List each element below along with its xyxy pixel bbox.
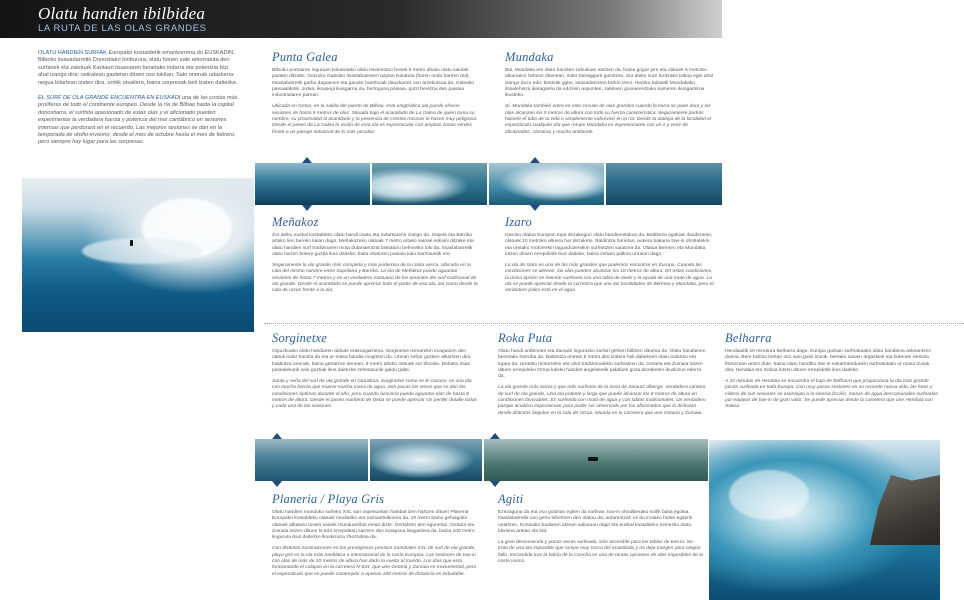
section-mundaka	[505, 50, 715, 141]
photo-mundaka-1	[489, 163, 604, 205]
intro-basque	[38, 50, 238, 87]
section-text-spanish: La gran desconocida y pocas veces surfeada, solo accesible para las tablas de tow-in. Se trata de una ola imposible que rompe muy cerca del acantilado y no deja margen para ningún fallo. Escondida tras la bahía de la Concha es una de tantas opciones de olas imposibles de la costa vasca.	[498, 540, 703, 565]
section-divider	[264, 323, 964, 324]
header-banner	[0, 0, 722, 38]
section-menakoz	[272, 215, 478, 300]
section-izaro	[505, 215, 715, 300]
photo-punta-galea-2	[372, 163, 487, 205]
page-subtitle: LA RUTA DE LAS OLAS GRANDES	[38, 23, 207, 34]
section-text-basque: Bilboko portuaren inguruan kokatutako olatu misteriotsu honek 5 metro altuko olatu saiotak jasaten ditzake. Getxoko Galeako itsaslabarraren azpian kokatuta (haren ondo harrien dut). Itsaslabarretik garbu dagoenez eta gandor harritsuak dauzkanez oso arriskutsua da. Galeako paisaialdetik, ordea, ikuspegi ikusgarria du, bertoguna paisaia, gutzi beretzia den paisaia industrialaren parean.	[272, 68, 474, 99]
arrow-down-icon	[302, 205, 312, 211]
photo-sorginetxe-2	[370, 439, 482, 481]
section-text-spanish: Sí, Mundaka también entra en este circuito de olas grandes cuando la barra se pone dura y las olas alcanzan los 5 metros de altura con todo su fuerza característica. Seguramente podrás hacerle el tubo de tu vida o simplemente sobrevivir en la ría. Desde la atalaya de la localidad el espectáculo cualquier día que rompe Mundaka es impresionante con un ir y venir de aficionados, cámaras y mucho ambiente.	[505, 104, 712, 135]
intro-spanish-text: una de las costas más prolíferas de todo el continente europeo. Desde la ría de Bilbao hasta la capital donostiarra, el surfista apasionado de estas olas y el aficionado pueden experimentar la verdadera fuerza y potencia del mar cantábrico en sesiones intensas que perdurará en el recuerdo. Las mejores sesiones se dan en la temporada de otoño-invierno, desde el mes de octubre hasta el mes de febrero, pero siempre hay lugar para las sorpresas.	[38, 95, 238, 146]
photo-sorginetxe-1	[255, 439, 368, 481]
section-text-spanish: A 10 minutos de Hendaia se encuentra el bajo de Belharra que proporciona la ola más grande jamás surfeada en toda Europa. Con muy pocas sesiones en su reciente nueva vida, las fotos y vídeos de sus sesiones se asemejan a la ciencia ficción, masas de agua descomunales surfeadas por equipos de tow-in de gran valor. Se puede apreciar desde la carretera que une Hendaia con Sokoa.	[725, 379, 938, 410]
section-text-basque: Izaroko olatua Europan topa dezakegun olatu handienetakoa da. Baldintza egokiak daudenean, olatuek 10 metroko altuera har dezakete. Baldintza horietan, aukera bakarra tow-in ohotiatekin eta uretako motorrekin lagunduzenekin surfeatzen saiatzea da. Olatua Bermeo eta Mundaka lotzen dituen errepidetik ikus daiteke, baina zeharo palkoa urrutian dago.	[505, 233, 713, 257]
intro-spanish-lead: EL SURF DE OLA GRANDE ENCUENTRA EN EUSKADI	[38, 95, 181, 102]
intro-basque-text: Europako kostalderik emankorrena du EUSKADIN. Bilboko itsasadarretik Donostiako hiriburura, olatu horien zale amorratuta den surfariek eta zaletuak Kantauri itsasoaren benetako indarra eta potentzia bizi ahal izango dira; ostiralean gaztetan ditxen oso tokitan. Salo onenak udazkena-negua bitartean izaten dira, urritik otsailera, baina sorpresak beti izaten daitezke.	[38, 50, 238, 86]
rocky-coast	[870, 475, 940, 545]
arrow-down-icon	[272, 481, 282, 487]
section-planeria	[272, 492, 480, 583]
section-agiti	[498, 492, 703, 570]
section-roka-puta	[498, 331, 708, 422]
section-punta-galea	[272, 50, 478, 141]
section-title: Roka Puta	[498, 331, 553, 345]
section-title: Punta Galea	[272, 50, 338, 64]
section-text-basque: Bai, Mundaka ere olatu handien zirkuituan sartzen da, baina gogor jem eta olatuek 5 metroko altueraino heltzen direnean, inder beraiggarri gutxitzen. Zur aleko zure bizitzako txikoa egin ahal izango duzu edo; bestetik ggbe, itsasadarraren bizkin izeni. Herriko talaiatik Mundakako itsaslehorra ikaragarria da edozein aspunteri, zaletuen gosearentzako kameren ikusgarrikoa ikusteko.	[505, 68, 713, 99]
photo-punta-galea-1	[255, 163, 370, 205]
section-text-spanish: Santo y seña del surf de ola grande en Gipuzkoa. Sorginetxe como se le conoce, es una ola con mucha fuerza que mueve mucha masa de agua. Son pocas las veces que se dan las condiciones óptimas durante el año, pero cuando funciona puede aguantar olas de hasta 8 metros de altura. Desde el paseo marítimo de Deba se puede apreciar sin perder detalle todas y cada una de las sesiones.	[272, 379, 477, 410]
intro-column	[38, 50, 238, 155]
section-text-basque: Ezezaguna da eta oso gutxitan egiten da surfean, tow-in ohoolberako soilik baita egokia. Itsaslabarretik oso gertu lehertzen den olatua da; ardurentzat; ez du inolako hutse-egiterik onartzen. Kontxako badiaren atzean sakutuan dago eta euskal kostaldeko ezinezko olatu bitxiena artean ola bat.	[498, 510, 693, 534]
intro-basque-lead: OLATU HANDIEN SURFAK	[38, 50, 107, 56]
section-title: Sorginetxe	[272, 331, 327, 345]
surfer-figure	[130, 240, 133, 246]
section-text-basque: Gipuzkoako olatu handiaren aldode erakusgarriena. Sorginetxe izenarekin ezagutzen den olatuk indar handia du eta ur-masa handia mugitzen du. Urtean zehar guztien alkartzen dira baldintza onenak, baina gertatzen denean, 8 metro altuko olatuak sor ditzake. Debako itsas pasealekutik saio guztiak ikus daitezke zehetasunik galdu gabe.	[272, 349, 471, 373]
section-text-spanish: Con distintas nominaciones en los prestigiosos premios mundiales XXL de surf de ola grande, playa gris es la ola más mediática e internacional de la costa Europea. Las sesiones de tow-in con olas de más de 10 metros de altura han dado la vuelta al mundo. Los días que esta funcionando el colapso en la carretera N-634, que une Getaria y Zumaia es monumental, pero el espectáculo que se puede contemplar a apenas 100 metros de distancia es indudable.	[272, 546, 477, 577]
section-text-basque: Olatu handien munduko surfeko XXL sari ospetsuetan hainbat izen hartzen dituen Planeria Europako kostaldeko olatuek mediatiko eta nazioarteikoena da. 10 metro baino gehiagoko olatuek albaturu tovein saioek munduarribia eman dizte. Gertatzen den egunetan, Getaria eta Zumaia lotzen dituen N-634 errepideari sarrzen den kotapsoa lisagaitsea da, baina 100 metro lingurura ikus daitezke lkuskizuna zheztubna da.	[272, 510, 475, 541]
big-wave-photo	[22, 178, 254, 332]
section-title: Meñakoz	[272, 215, 319, 229]
section-title: Izaro	[505, 215, 532, 229]
section-title: Belharra	[725, 331, 772, 345]
section-title: Mundaka	[505, 50, 554, 64]
section-text-spanish: Ubicada en Getxo, en la salida del puerto de Bilbao, esta enigmática ola puede ofrecer sesiones de hasta 5 metros de olas. Situada bajo el acantilado de La Galea de quien toma su nombre, su proximidad al acantilado y la presencia de crestas rocosas le hacen muy peligrosa. Desde el paseo de La Galea la visión de esta ola es espectacular con amplias zonas verdes frente a un paisaje industrial de lo más peculiar.	[272, 104, 478, 135]
photo-mundaka-2	[606, 163, 722, 205]
arrow-down-icon	[530, 205, 540, 211]
section-text-basque: Olatu handi ardtzonea eta Zarautz ingurusko surfari gehien bilttzen dituena da. Olatu handienen benetako harroba da. Baldintza onetan 8 metro altu izatera heli daitekeen olatu indartsu eta tupea da. Uretako motorrekin eta ohol tradizionalekin surfeatzen da. Getaria eta Zumaia lotzen dituen errepideko Orrua kaisko handiet angeluketik palafuek goza dezaketen ikuskizun ederra da.	[498, 349, 706, 380]
belharra-photo	[709, 440, 940, 600]
section-title: Planeria / Playa Gris	[272, 492, 385, 506]
section-belharra	[725, 331, 940, 416]
section-text-spanish: La ola grande más activa y que más surfistas de la zona de Zarautz alberga. Verdadera cantera de surf de ola grande. Una ola potente y larga que puede alcanzar los 8 metros de altura en condiciones favorables. Es surfeada con moto de agua y con tablas tradicionales. Un verdadero parque acuático espectacular para poder ser observado por los aficionados que lo disfrutan desde distintos ángulos en la cala de Orrua, situada en la carretera que une Getaria y Zumaia.	[498, 385, 706, 416]
surfer-figure	[588, 457, 598, 461]
section-text-basque: Zur aleko euskal kostaldeko olatu handi osatu eta indartsuena izango da. Sopela eta Barrika artako lien bereko kalan dago. Meñakozeko olatuak 7 metro artako saioak eskaini ditzake eta olatu handien surf tradizioaren mota dutanaentzat bisitaturu behinetko toki da. Itsaslabarretik olatu horren botere guztia ikus daiteke, baita obaturen paisaia kaio harritsuetik ere.	[272, 233, 474, 257]
section-sorginetxe	[272, 331, 478, 416]
section-title: Agiti	[498, 492, 524, 506]
section-text-spanish: Seguramente la ola grande más completa y más poderosa de la costa vasca. Ubicada en la cala del mismo nombre entre Sopelana y Barrika. La ola de Meñakoz puede aguantar sesiones de hasta 7 metros y es un verdadero santuario de los amantes del surf tradicional de ola grande. Desde el acantilado se puede apreciar todo el poder de esa ola, así como desde la cala de rocas frente a la ola.	[272, 263, 478, 294]
page-title: Olatu handien ibilbidea	[38, 4, 206, 23]
section-text-basque: Hendaiatik 10 minutura Belharra dago, Europa guztian surfeatutako olatu handiena askeantzen duena. Bere bizitza bertan oso saio gutxi izanik, bertako saioen argazkiek eta bideoek zientzia fikziozean antzo dute, baina olatu handiko tow-in eskarmenduekin surfeatutako ur masa tzoiak dira. Hendaia eta Sokoa lotzen dituen errepidetik ikus daiteke.	[725, 349, 932, 373]
section-text-spanish: La ola de Izaro es una de las más grandes que podemos encontrar en Europa. Cuando las condiciones se alinean, las olas pueden alcanzar los 10 metros de altura. En estas condiciones, la única opción es intentar surfearla con una tabla de towin y la ayuda de una moto de agua. La ola se puede apreciar desde la carretera que une las localidades de Bermeo y Mundaka, pero el verdadero palco está en el agua.	[505, 263, 714, 294]
intro-spanish	[38, 95, 238, 147]
arrow-down-icon	[490, 481, 500, 487]
photo-roka-puta	[484, 439, 708, 481]
